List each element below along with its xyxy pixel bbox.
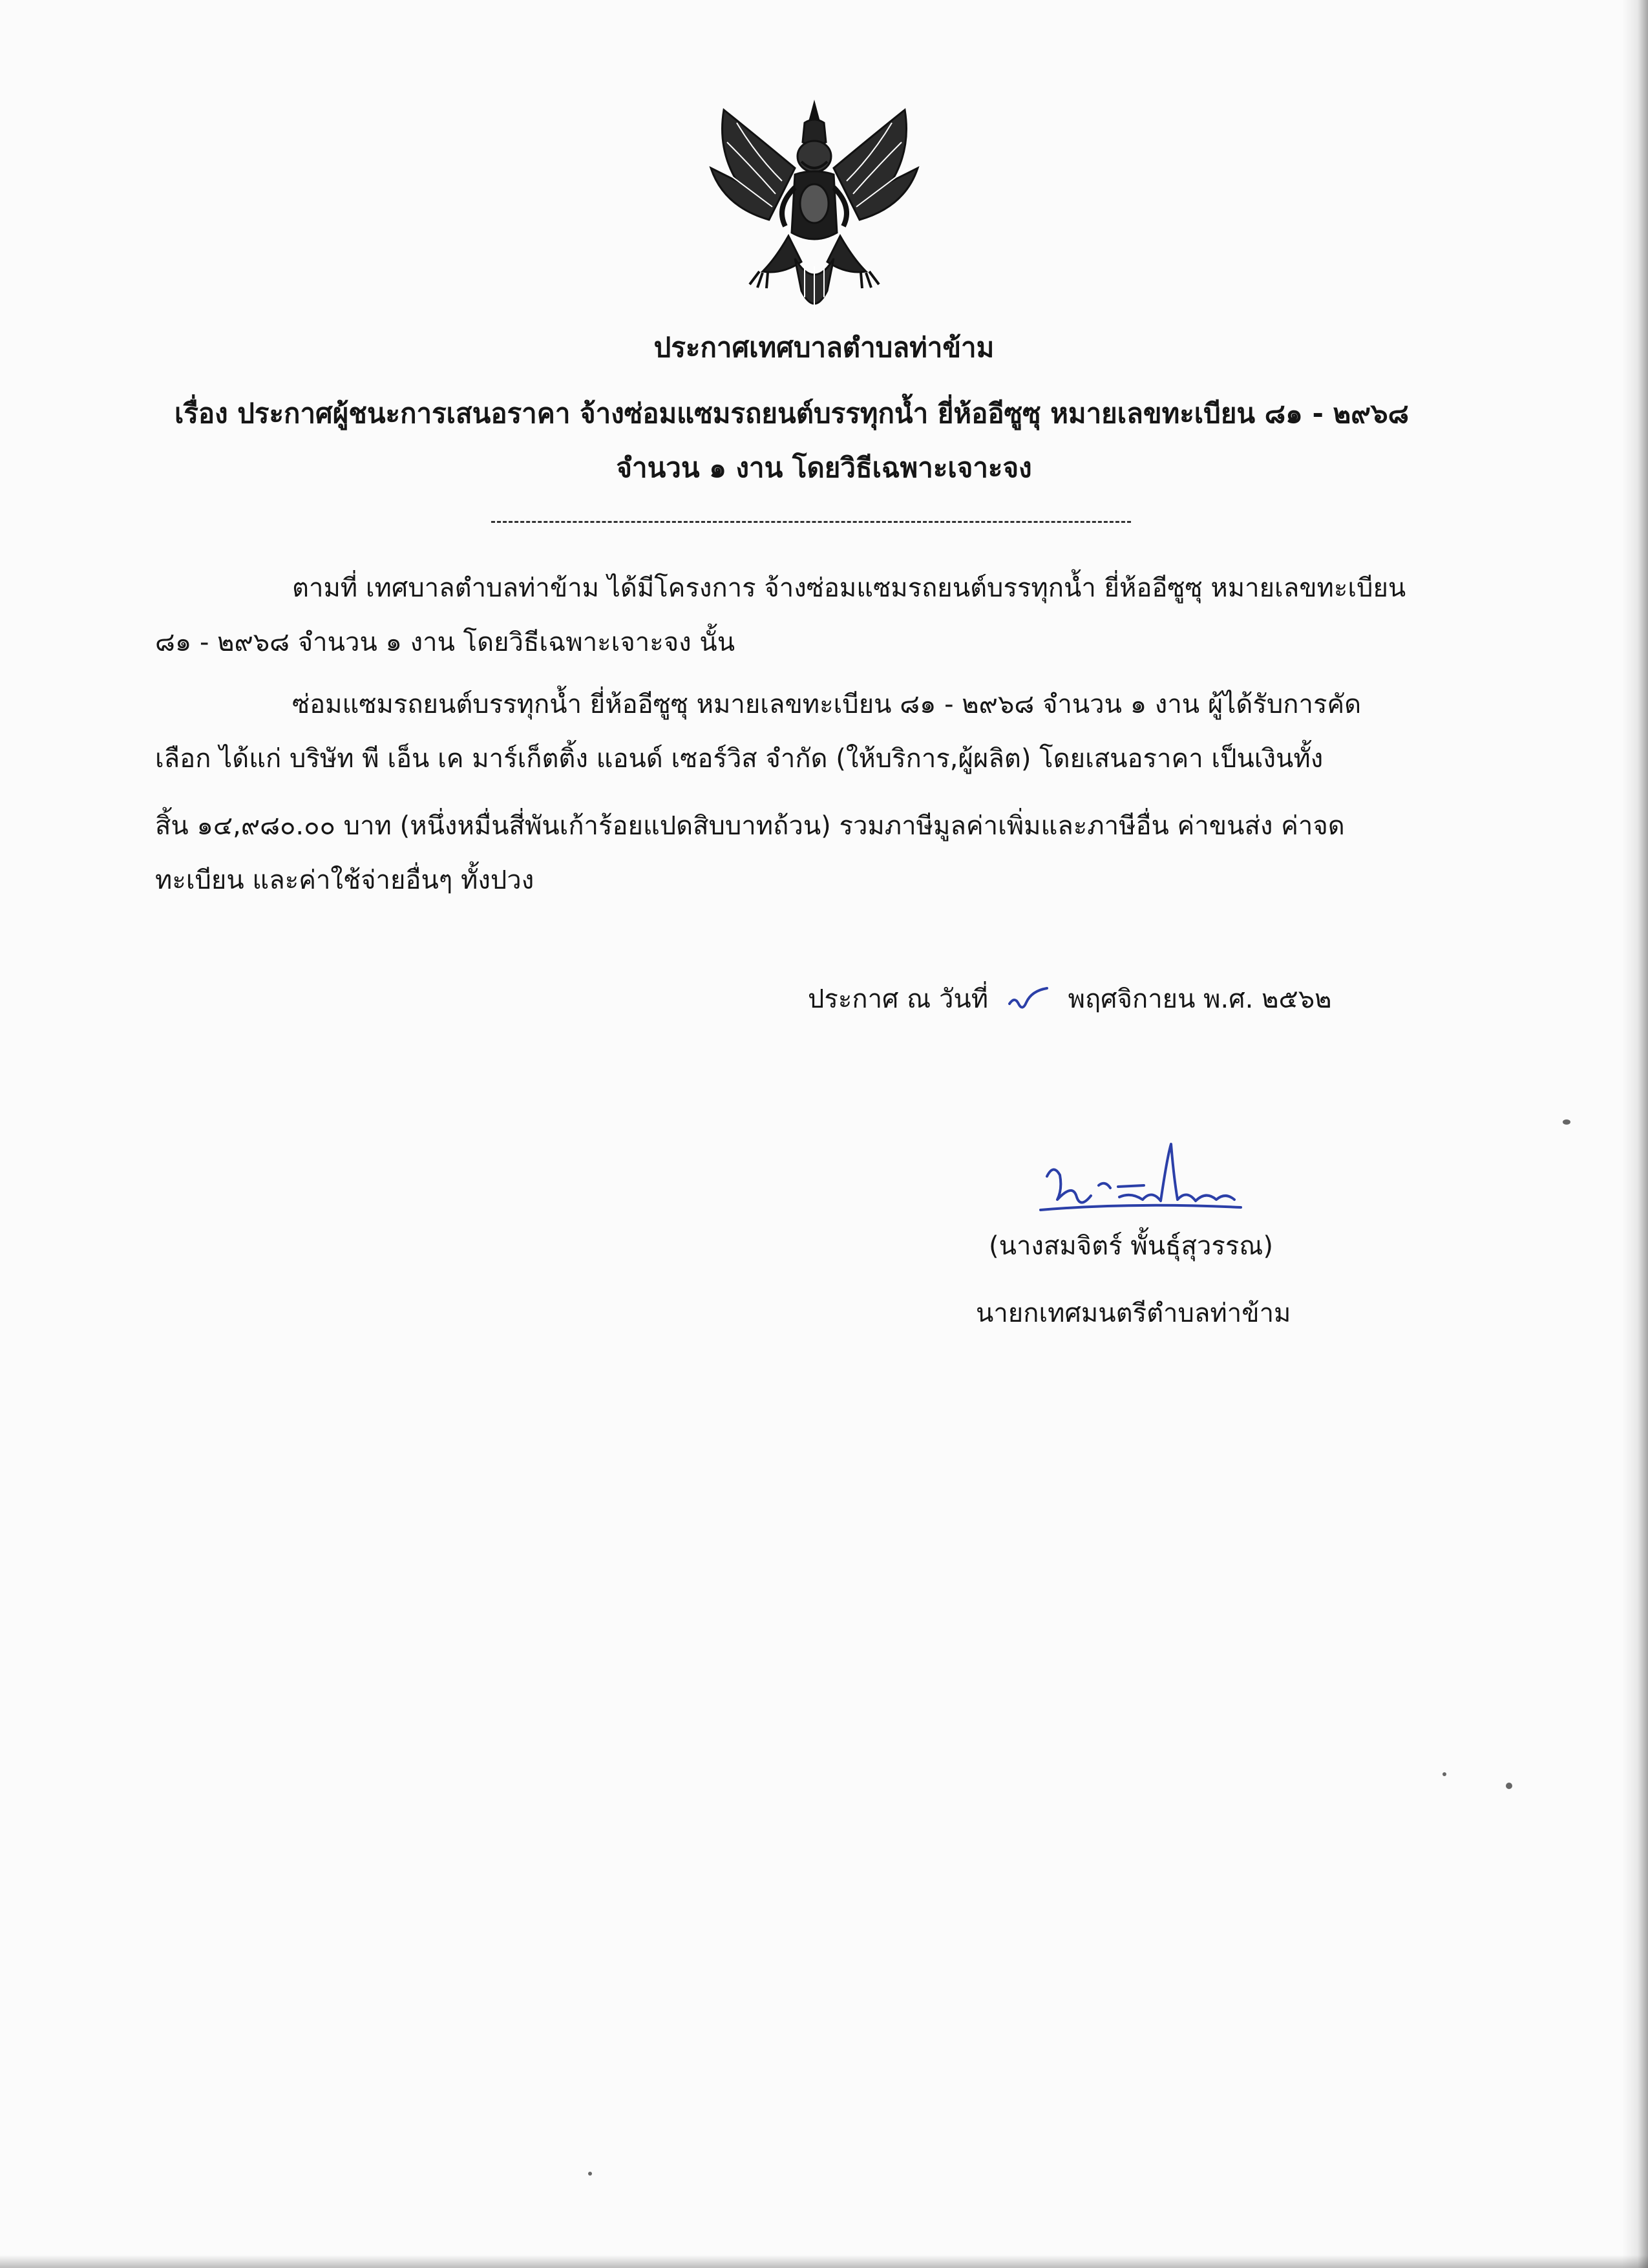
signer-position: นายกเทศมนตรีตำบลท่าข้าม — [976, 1298, 1291, 1328]
garuda-emblem-icon — [698, 97, 931, 336]
body-paragraph-2-line-3: สิ้น ๑๔,๙๘๐.๐๐ บาท (หนึ่งหมื่นสี่พันเก้าร้อยแปดสิบบาทถ้วน) รวมภาษีมูลค่าเพิ่มและภาษีอื่น ค่าขนส่ง ค่าจด — [155, 811, 1345, 841]
scan-shadow-bottom — [0, 2255, 1648, 2268]
body-paragraph-2-line-1: ซ่อมแซมรถยนต์บรรทุกน้ำ ยี่ห้ออีซูซุ หมายเลขทะเบียน ๘๑ - ๒๙๖๘ จำนวน ๑ งาน ผู้ได้รับการคัด — [292, 690, 1362, 719]
date-prefix: ประกาศ ณ วันที่ — [808, 984, 989, 1014]
body-paragraph-1-line-1: ตามที่ เทศบาลตำบลท่าข้าม ได้มีโครงการ จ้างซ่อมแซมรถยนต์บรรทุกน้ำ ยี่ห้ออีซูซุ หมายเลขทะเบียน — [292, 573, 1406, 603]
body-paragraph-2-line-2: เลือก ได้แก่ บริษัท พี เอ็น เค มาร์เก็ตติ้ง แอนด์ เซอร์วิส จำกัด (ให้บริการ,ผู้ผลิต) โดยเสนอราคา เป็นเงินทั้ง — [155, 744, 1324, 774]
scan-speck — [1506, 1783, 1512, 1789]
announcement-subject-continued: จำนวน ๑ งาน โดยวิธีเฉพาะเจาะจง — [616, 452, 1032, 483]
scan-speck — [1442, 1772, 1446, 1776]
body-paragraph-1-line-2: ๘๑ - ๒๙๖๘ จำนวน ๑ งาน โดยวิธีเฉพาะเจาะจง นั้น — [155, 628, 735, 657]
announcement-title: ประกาศเทศบาลตำบลท่าข้าม — [653, 332, 995, 363]
handwritten-signature-icon — [1034, 1138, 1247, 1235]
announcement-subject: เรื่อง ประกาศผู้ชนะการเสนอราคา จ้างซ่อมแซมรถยนต์บรรทุกน้ำ ยี่ห้ออีซูซุ หมายเลขทะเบียน ๘๑ - ๒๙๖๘ — [174, 397, 1410, 429]
date-suffix: พฤศจิกายน พ.ศ. ๒๕๖๒ — [1068, 984, 1332, 1014]
handwritten-day-icon — [1006, 984, 1051, 1017]
announcement-date — [808, 981, 1331, 1017]
scan-speck — [588, 2172, 592, 2176]
title-divider — [491, 521, 1131, 523]
scan-speck — [1563, 1119, 1570, 1125]
scan-shadow-right — [1622, 0, 1648, 2268]
signer-name: (นางสมจิตร์ พั้นธุ์สุวรรณ) — [989, 1231, 1274, 1261]
body-paragraph-2-line-4: ทะเบียน และค่าใช้จ่ายอื่นๆ ทั้งปวง — [155, 865, 534, 895]
